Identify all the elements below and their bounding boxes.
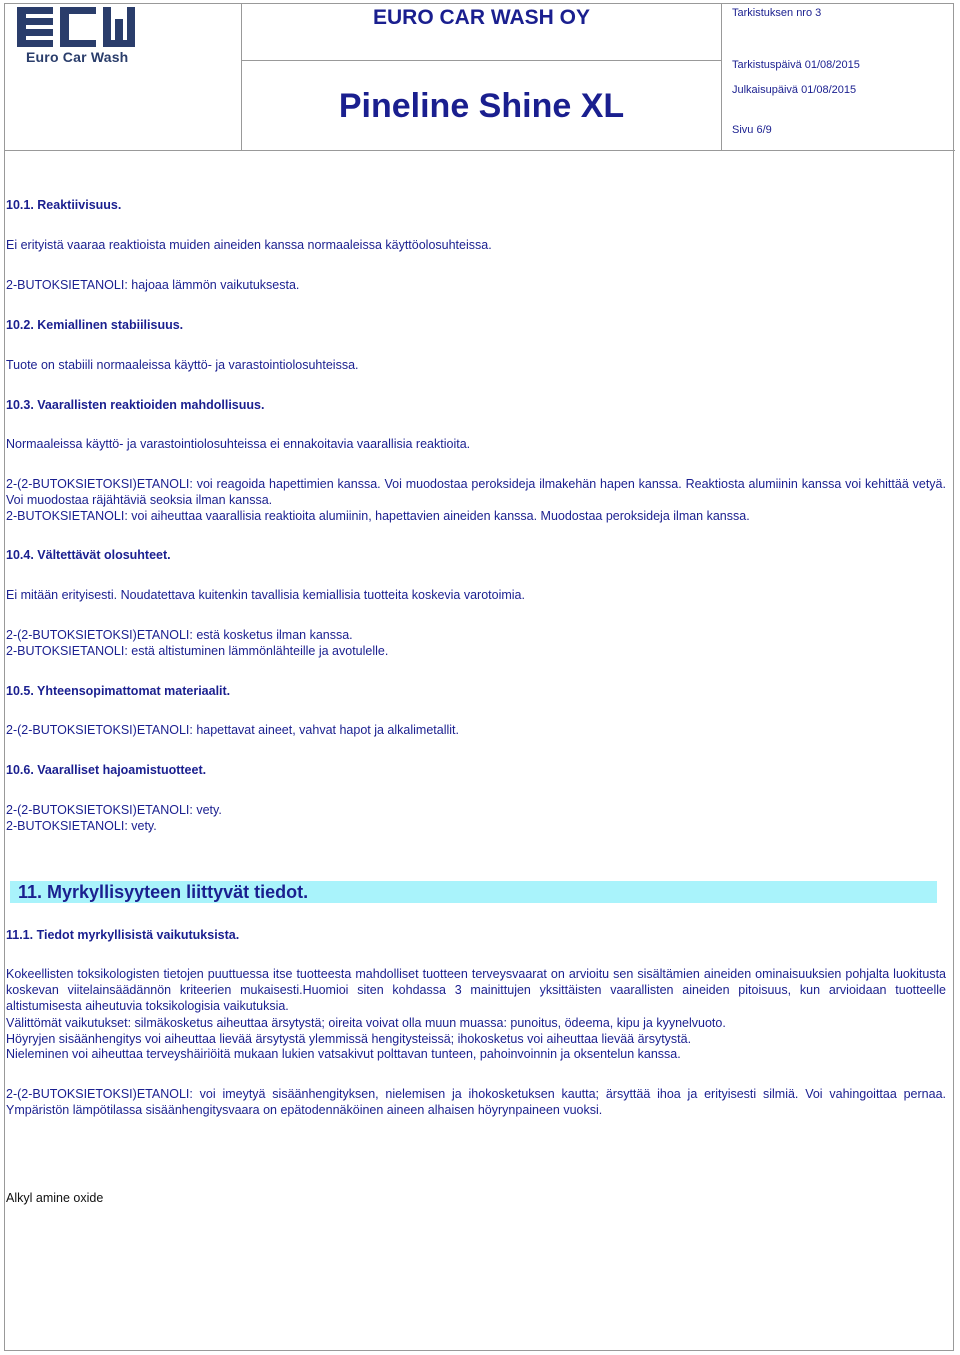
title-divider bbox=[242, 60, 721, 61]
revision-cell bbox=[722, 3, 954, 150]
publish-date: Julkaisupäivä 01/08/2015 bbox=[732, 84, 857, 96]
paragraph: Höyryjen sisäänhengitys voi aiheuttaa lievää ärsytystä ylemmissä hengitysteissä; ihokosketus voi aiheuttaa lievää ärsytystä. bbox=[6, 1032, 692, 1046]
company-name: EURO CAR WASH OY bbox=[372, 6, 590, 29]
paragraph: 2-BUTOKSIETANOLI: hajoaa lämmön vaikutuksesta. bbox=[6, 278, 300, 292]
paragraph: Normaaleissa käyttö- ja varastointiolosuhteissa ei ennakoitavia vaarallisia reaktioita. bbox=[6, 437, 471, 451]
paragraph: 2-(2-BUTOKSIETOKSI)ETANOLI: voi imeytyä sisäänhengityksen, nielemisen ja ihokosketuksen kautta; ärsyttää ihoa ja erityisesti silmiä. Voi vahingoittaa pernaa. Ympäristön lämpötilassa sisäänhengitysvaara on epätodennäköinen aineen alhaisen höyrynpaineen vuoksi. bbox=[6, 1087, 946, 1117]
section-10-1-heading: 10.1. Reaktiivisuus. bbox=[6, 198, 122, 212]
paragraph: 2-(2-BUTOKSIETOKSI)ETANOLI: estä kosketus ilman kanssa. bbox=[6, 628, 353, 642]
paragraph: 2-BUTOKSIETANOLI: estä altistuminen lämmönlähteille ja avotulelle. bbox=[6, 644, 389, 658]
revision-number: Tarkistuksen nro 3 bbox=[732, 7, 822, 19]
section-10-3-heading: 10.3. Vaarallisten reaktioiden mahdollisuus. bbox=[6, 398, 265, 412]
paragraph: Ei mitään erityisesti. Noudatettava kuitenkin tavallisia kemiallisia tuotteita koskevia varotoimia. bbox=[6, 588, 525, 602]
paragraph: 2-BUTOKSIETANOLI: vety. bbox=[6, 819, 157, 833]
section-10-5-heading: 10.5. Yhteensopimattomat materiaalit. bbox=[6, 684, 231, 698]
section-10-4-heading: 10.4. Vältettävät olosuhteet. bbox=[6, 548, 171, 562]
document-header bbox=[5, 3, 955, 151]
title-cell bbox=[242, 3, 722, 150]
page-number: Sivu 6/9 bbox=[732, 124, 772, 136]
section-11-1-heading: 11.1. Tiedot myrkyllisistä vaikutuksista. bbox=[6, 928, 240, 942]
section-10-6-heading: 10.6. Vaaralliset hajoamistuotteet. bbox=[6, 763, 207, 777]
section-11-band bbox=[10, 881, 937, 903]
substance-name: Alkyl amine oxide bbox=[6, 1191, 104, 1205]
paragraph: 2-(2-BUTOKSIETOKSI)ETANOLI: voi reagoida hapettimien kanssa. Voi muodostaa peroksideja ilmakehän hapen kanssa. Reaktiosta alumiinin kanssa voi kehittää vetyä. Voi muodostaa räjähtäviä seoksia ilman kanssa. bbox=[6, 477, 946, 507]
section-11-heading: 11. Myrkyllisyyteen liittyvät tiedot. bbox=[18, 882, 309, 902]
logo-cell bbox=[5, 3, 242, 150]
revision-date: Tarkistuspäivä 01/08/2015 bbox=[732, 59, 860, 71]
paragraph: 2-(2-BUTOKSIETOKSI)ETANOLI: vety. bbox=[6, 803, 222, 817]
paragraph: Välittömät vaikutukset: silmäkosketus aiheuttaa ärsytystä; oireita voivat olla muun muassa: punoitus, ödeema, kipu ja kyynelvuoto. bbox=[6, 1016, 726, 1030]
section-10-2-heading: 10.2. Kemiallinen stabiilisuus. bbox=[6, 318, 184, 332]
paragraph: Kokeellisten toksikologisten tietojen puuttuessa itse tuotteesta mahdolliset tuotteen terveysvaarat on arvioitu sen sisältämien aineiden ominaisuuksien pohjalta luokitusta koskevan viitelainsäädännön kriteerien mukaisesti.Huomioi siten kohdassa 3 mainittujen yksittäisten vaarallisten aineiden pitoisuus, kun arvioidaan tuotteelle altistumisesta aiheutuvia toksikologisia vaikutuksia. bbox=[6, 967, 946, 1013]
paragraph: Tuote on stabiili normaaleissa käyttö- ja varastointiolosuhteissa. bbox=[6, 358, 359, 372]
paragraph: 2-BUTOKSIETANOLI: voi aiheuttaa vaarallisia reaktioita alumiinin, hapettavien aineiden kanssa. Muodostaa peroksideja ilman kanssa. bbox=[6, 509, 750, 523]
paragraph: Nieleminen voi aiheuttaa terveyshäiriöitä mukaan lukien vatsakivut polttavan tunteen, pahoinvoinnin ja oksentelun kanssa. bbox=[6, 1047, 681, 1061]
logo-text: Euro Car Wash bbox=[26, 49, 129, 65]
paragraph: Ei erityistä vaaraa reaktioista muiden aineiden kanssa normaaleissa käyttöolosuhteissa. bbox=[6, 238, 492, 252]
product-name: Pineline Shine XL bbox=[338, 87, 625, 125]
paragraph: 2-(2-BUTOKSIETOKSI)ETANOLI: hapettavat aineet, vahvat hapot ja alkalimetallit. bbox=[6, 723, 459, 737]
